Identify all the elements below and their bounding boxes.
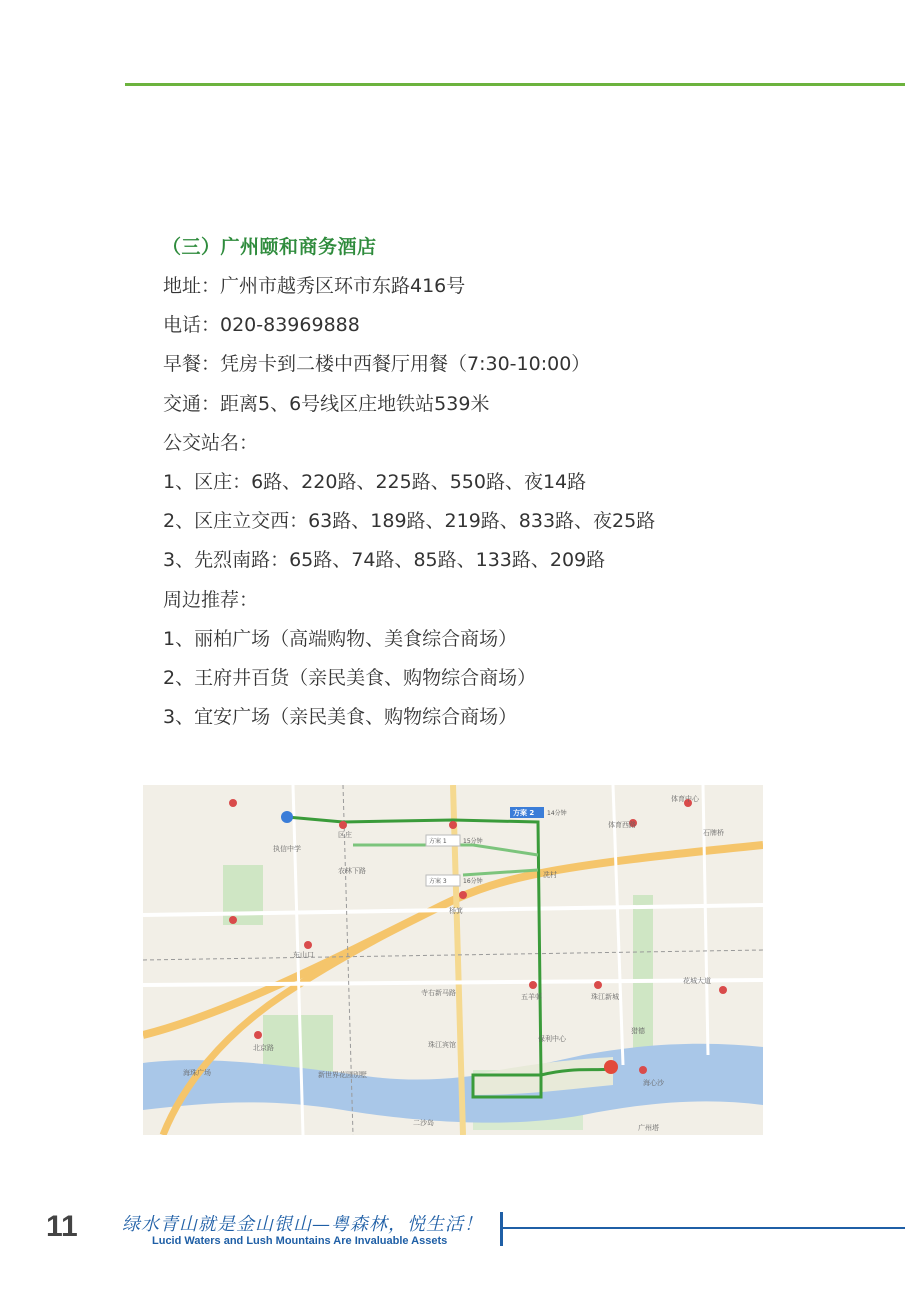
metro-station-icon [594, 981, 602, 989]
map-place-label: 二沙岛 [413, 1119, 434, 1127]
footer-divider [500, 1212, 503, 1246]
route-map [143, 785, 763, 1135]
road [143, 980, 763, 985]
metro-line [143, 950, 763, 960]
map-place-label: 体育西路 [608, 821, 636, 829]
metro-station-icon [339, 821, 347, 829]
header-rule [125, 83, 905, 86]
breakfast-line: 早餐：凭房卡到二楼中西餐厅用餐（7:30-10:00） [163, 353, 591, 376]
destination-pin-icon [604, 1060, 618, 1074]
bus-stop-item: 1、区庄：6路、220路、225路、550路、夜14路 [163, 470, 587, 493]
footer-rule [503, 1227, 905, 1229]
metro-station-icon [639, 1066, 647, 1074]
map-place-label: 海心沙 [643, 1079, 664, 1087]
metro-station-icon [304, 941, 312, 949]
route-time: 16分钟 [463, 878, 483, 885]
section-title: （三）广州颐和商务酒店 [162, 236, 377, 258]
bus-stops-heading: 公交站名： [163, 431, 259, 454]
nearby-item: 1、丽柏广场（高端购物、美食综合商场） [163, 627, 518, 650]
metro-station-icon [449, 821, 457, 829]
bus-stop-item: 3、先烈南路：65路、74路、85路、133路、209路 [163, 549, 606, 572]
map-place-label: 体育中心 [671, 795, 699, 803]
map-place-label: 珠江新城 [591, 993, 619, 1001]
metro-station-icon [529, 981, 537, 989]
route-map-graphic [143, 785, 763, 1135]
metro-station-icon [229, 916, 237, 924]
nearby-item: 3、宜安广场（亲民美食、购物综合商场） [163, 706, 518, 729]
metro-station-icon [229, 799, 237, 807]
route-badge-label: 方案 1 [429, 838, 447, 845]
map-place-label: 新世界花园别墅 [318, 1071, 367, 1079]
nearby-item: 2、王府井百货（亲民美食、购物综合商场） [163, 666, 537, 689]
map-place-label: 东山口 [293, 951, 314, 959]
route-badge-label: 方案 2 [513, 809, 535, 817]
metro-station-icon [459, 891, 467, 899]
route-time: 14分钟 [547, 810, 567, 817]
road [703, 785, 708, 1055]
address-line: 地址：广州市越秀区环市东路416号 [163, 275, 466, 297]
map-place-label: 海珠广场 [183, 1069, 211, 1077]
page-number: 11 [46, 1210, 78, 1243]
map-place-label: 五羊邨 [521, 993, 542, 1001]
map-place-label: 猎德 [631, 1027, 645, 1035]
map-place-label: 北京路 [253, 1044, 274, 1052]
route-time: 15分钟 [463, 838, 483, 845]
footer-slogan-cn: 绿水青山就是金山银山—粤森林，悦生活！ [122, 1214, 483, 1235]
map-place-label: 杨箕 [449, 907, 463, 915]
map-place-label: 广州塔 [638, 1124, 659, 1132]
phone-line: 电话：020-83969888 [163, 314, 360, 337]
footer-slogan-en: Lucid Waters and Lush Mountains Are Invaluable Assets [152, 1235, 448, 1247]
map-place-label: 区庄 [338, 831, 352, 839]
metro-station-icon [254, 1031, 262, 1039]
hotel-info-list [163, 270, 655, 740]
pearl-river [143, 1044, 763, 1123]
nearby-heading: 周边推荐： [163, 588, 259, 611]
map-place-label: 石牌桥 [703, 829, 724, 837]
map-place-label: 保利中心 [538, 1035, 566, 1043]
transport-line: 交通：距离5、6号线区庄地铁站539米 [163, 392, 490, 415]
map-place-label: 寺右新马路 [421, 989, 456, 997]
bus-stop-item: 2、区庄立交西：63路、189路、219路、833路、夜25路 [163, 510, 656, 533]
metro-station-icon [719, 986, 727, 994]
map-place-label: 执信中学 [273, 845, 301, 853]
map-place-label: 珠江宾馆 [428, 1041, 456, 1049]
park-area [223, 865, 263, 925]
route-badge-label: 方案 3 [429, 878, 447, 885]
map-place-label: 冼村 [543, 871, 557, 879]
start-pin-icon [281, 811, 293, 823]
map-place-label: 花城大道 [683, 977, 711, 985]
map-place-label: 农林下路 [338, 867, 366, 875]
